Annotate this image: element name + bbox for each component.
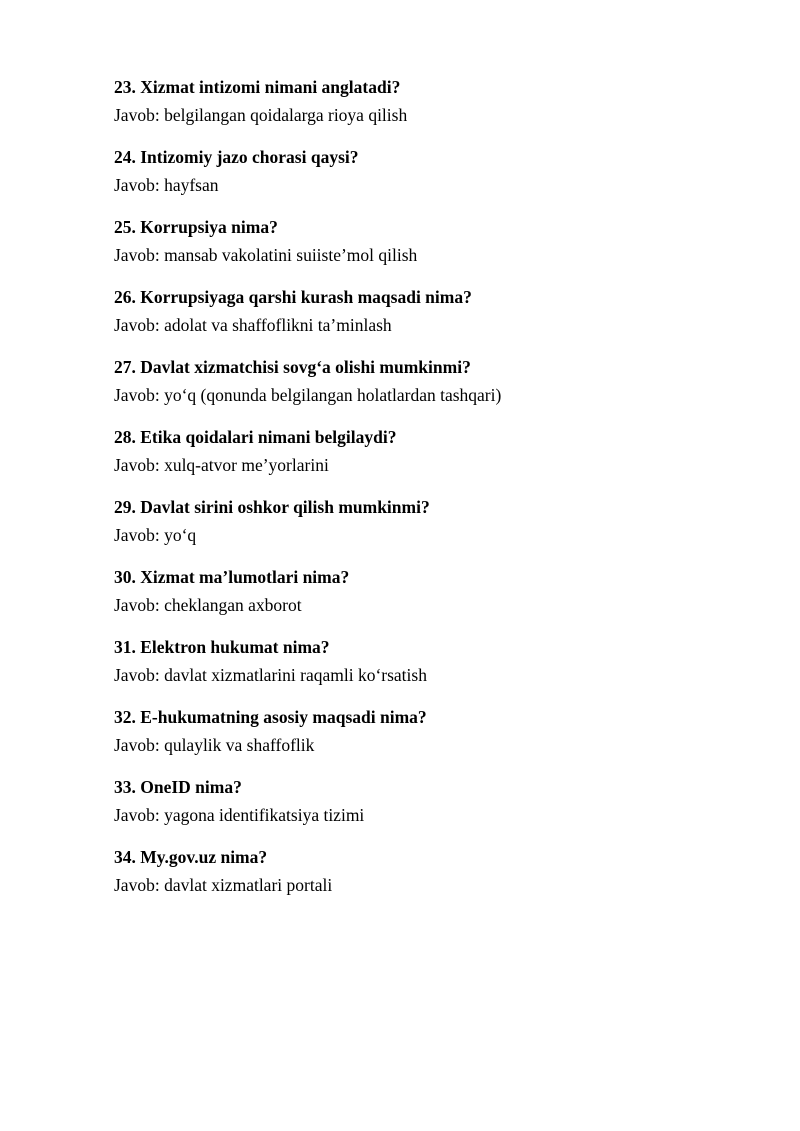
question-text: 23. Xizmat intizomi nimani anglatadi? [114, 77, 401, 97]
qa-item-34 [114, 843, 754, 899]
question-text: 28. Etika qoidalari nimani belgilaydi? [114, 427, 397, 447]
question-text: 26. Korrupsiyaga qarshi kurash maqsadi nima? [114, 287, 472, 307]
answer-text: Javob: yagona identifikatsiya tizimi [114, 805, 365, 825]
qa-item-26 [114, 283, 754, 339]
answer-text: Javob: xulq-atvor me’yorlarini [114, 455, 329, 475]
question-text: 24. Intizomiy jazo chorasi qaysi? [114, 147, 359, 167]
answer-text: Javob: adolat va shaffoflikni ta’minlash [114, 315, 392, 335]
answer-text: Javob: yo‘q [114, 525, 197, 545]
answer-text: Javob: davlat xizmatlari portali [114, 875, 333, 895]
qa-item-30 [114, 563, 754, 619]
question-text: 31. Elektron hukumat nima? [114, 637, 330, 657]
answer-text: Javob: qulaylik va shaffoflik [114, 735, 315, 755]
answer-text: Javob: yo‘q (qonunda belgilangan holatlardan tashqari) [114, 385, 502, 405]
question-text: 29. Davlat sirini oshkor qilish mumkinmi? [114, 497, 430, 517]
answer-text: Javob: mansab vakolatini suiiste’mol qilish [114, 245, 418, 265]
qa-item-28 [114, 423, 754, 479]
question-text: 33. OneID nima? [114, 777, 242, 797]
answer-text: Javob: davlat xizmatlarini raqamli ko‘rsatish [114, 665, 427, 685]
qa-item-25 [114, 213, 754, 269]
qa-item-23 [114, 73, 754, 129]
qa-item-32 [114, 703, 754, 759]
document-page [114, 73, 754, 913]
answer-text: Javob: belgilangan qoidalarga rioya qilish [114, 105, 408, 125]
qa-item-33 [114, 773, 754, 829]
question-text: 34. My.gov.uz nima? [114, 847, 268, 867]
question-text: 25. Korrupsiya nima? [114, 217, 278, 237]
qa-item-27 [114, 353, 754, 409]
question-text: 27. Davlat xizmatchisi sovg‘a olishi mumkinmi? [114, 357, 471, 377]
question-text: 32. E-hukumatning asosiy maqsadi nima? [114, 707, 427, 727]
qa-item-31 [114, 633, 754, 689]
answer-text: Javob: hayfsan [114, 175, 219, 195]
question-text: 30. Xizmat ma’lumotlari nima? [114, 567, 350, 587]
answer-text: Javob: cheklangan axborot [114, 595, 302, 615]
qa-item-29 [114, 493, 754, 549]
qa-item-24 [114, 143, 754, 199]
